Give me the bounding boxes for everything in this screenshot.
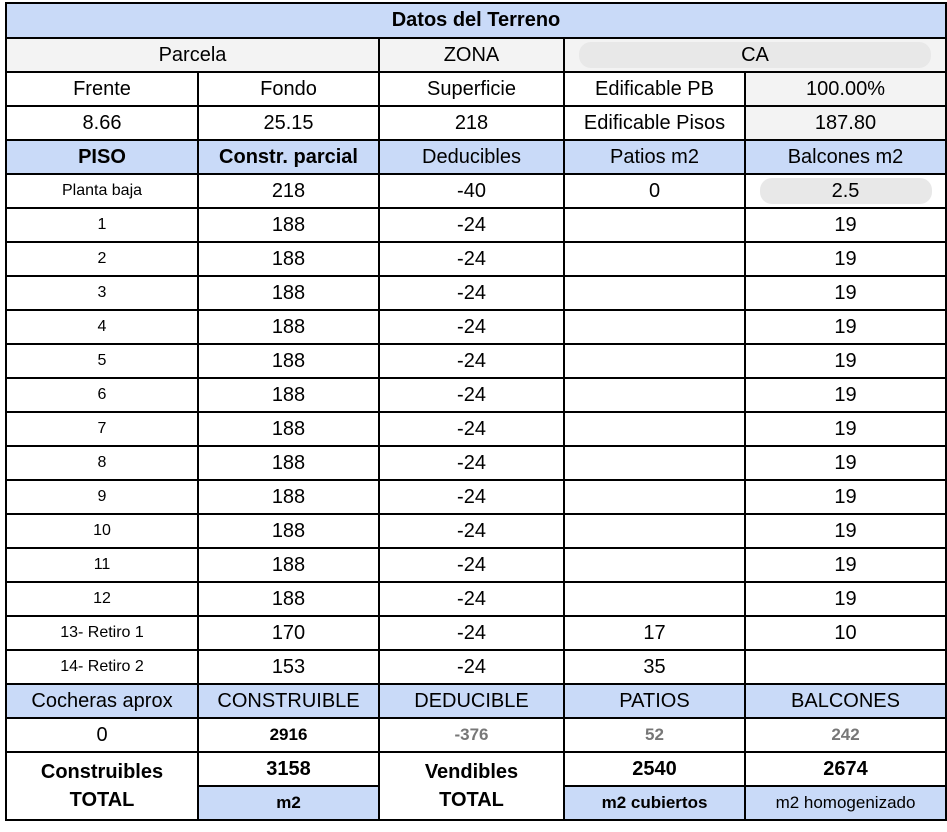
cubiertos-value: 2540 (632, 757, 677, 780)
column-header-label: Patios m2 (610, 145, 699, 168)
piso-label: 6 (97, 386, 107, 403)
constr-cell[interactable] (198, 650, 379, 684)
deduc-value: -24 (457, 383, 486, 406)
piso-label: 13- Retiro 1 (60, 624, 144, 641)
balcones-cell[interactable] (745, 174, 946, 208)
frente-label-cell[interactable] (6, 72, 198, 106)
table-row (6, 276, 946, 310)
constr-cell[interactable] (198, 276, 379, 310)
balcones-cell[interactable] (745, 412, 946, 446)
piso-cell[interactable] (6, 276, 198, 310)
totals-header-label: Cocheras aprox (31, 689, 173, 712)
deduc-cell[interactable] (379, 378, 564, 412)
column-header-label: Deducibles (422, 145, 521, 168)
piso-cell[interactable] (6, 650, 198, 684)
patios-cell[interactable] (564, 242, 745, 276)
edificable-pb-value-cell[interactable] (745, 72, 946, 106)
balcones-value: 19 (834, 587, 857, 610)
constr-value: 188 (271, 519, 306, 542)
constr-cell[interactable] (198, 446, 379, 480)
column-header-constr[interactable] (198, 140, 379, 174)
patios-cell[interactable] (564, 480, 745, 514)
constr-cell[interactable] (198, 208, 379, 242)
piso-cell[interactable] (6, 582, 198, 616)
edificable-pb-label-cell[interactable] (564, 72, 745, 106)
balcones-value: 19 (834, 281, 857, 304)
fondo-label-cell[interactable] (198, 72, 379, 106)
constr-cell[interactable] (198, 480, 379, 514)
table-row (6, 548, 946, 582)
construible-total-cell[interactable] (198, 718, 379, 752)
constr-cell[interactable] (198, 582, 379, 616)
edificable-pisos-label: Edificable Pisos (583, 111, 726, 134)
deduc-cell[interactable] (379, 310, 564, 344)
construibles-unit-cell[interactable] (198, 786, 379, 820)
homogenizado-unit: m2 homogenizado (775, 793, 916, 812)
constr-value: 188 (271, 247, 306, 270)
patios-cell[interactable] (564, 378, 745, 412)
piso-label: 12 (93, 590, 111, 607)
page-title: Datos del Terreno (391, 9, 561, 31)
balcones-cell[interactable] (745, 242, 946, 276)
balcones-cell[interactable] (745, 310, 946, 344)
totals-header-cocheras[interactable] (6, 684, 198, 718)
edificable-pisos-label-cell[interactable] (564, 106, 745, 140)
vendibles-total-label: TOTAL (439, 789, 504, 811)
balcones-cell[interactable] (745, 514, 946, 548)
piso-label: 9 (97, 488, 107, 505)
piso-cell[interactable] (6, 174, 198, 208)
homogenizado-value: 2674 (823, 757, 868, 780)
homogenizado-value-cell[interactable] (745, 752, 946, 786)
piso-label: 8 (97, 454, 107, 471)
deduc-value: -24 (457, 655, 486, 678)
table-row (6, 412, 946, 446)
deducible-total-cell[interactable] (379, 718, 564, 752)
patios-cell[interactable] (564, 514, 745, 548)
balcones-value: 10 (834, 621, 857, 644)
cubiertos-unit-cell[interactable] (564, 786, 745, 820)
constr-value: 188 (271, 417, 306, 440)
constr-value: 188 (271, 383, 306, 406)
balcones-value: 19 (834, 451, 857, 474)
patios-cell[interactable] (564, 276, 745, 310)
table-row (6, 378, 946, 412)
patios-total-cell[interactable] (564, 718, 745, 752)
piso-label: 3 (97, 284, 107, 301)
constr-value: 218 (271, 179, 306, 202)
homogenizado-unit-cell[interactable] (745, 786, 946, 820)
zona-value-cell[interactable] (564, 38, 946, 72)
table-row (6, 650, 946, 684)
balcones-value: 19 (834, 553, 857, 576)
column-header-label: PISO (78, 145, 126, 168)
deduc-value: -24 (457, 621, 486, 644)
deduc-value: -24 (457, 485, 486, 508)
construibles-total-label-cell[interactable] (6, 752, 198, 820)
piso-cell[interactable] (6, 344, 198, 378)
patios-cell[interactable] (564, 582, 745, 616)
table-row (6, 480, 946, 514)
constr-value: 188 (271, 451, 306, 474)
constr-cell[interactable] (198, 548, 379, 582)
patios-value: 0 (648, 179, 661, 202)
deduc-value: -40 (457, 179, 486, 202)
table-row (6, 242, 946, 276)
balcones-total-cell[interactable] (745, 718, 946, 752)
piso-cell[interactable] (6, 548, 198, 582)
table-row (6, 514, 946, 548)
piso-cell[interactable] (6, 242, 198, 276)
edificable-pisos-value-cell[interactable] (745, 106, 946, 140)
edificable-pb-label: Edificable PB (595, 77, 714, 100)
patios-cell[interactable] (564, 650, 745, 684)
deduc-value: -24 (457, 247, 486, 270)
patios-value: 17 (643, 621, 666, 644)
balcones-value: 19 (834, 315, 857, 338)
balcones-cell[interactable] (745, 548, 946, 582)
constr-value: 188 (271, 485, 306, 508)
constr-cell[interactable] (198, 242, 379, 276)
balcones-value: 19 (834, 519, 857, 542)
piso-cell[interactable] (6, 446, 198, 480)
constr-value: 188 (271, 553, 306, 576)
balcones-total: 242 (831, 725, 860, 744)
balcones-cell[interactable] (745, 650, 946, 684)
piso-cell[interactable] (6, 310, 198, 344)
deduc-cell[interactable] (379, 650, 564, 684)
deduc-value: -24 (457, 553, 486, 576)
column-header-label: Constr. parcial (219, 145, 358, 168)
deduc-cell[interactable] (379, 582, 564, 616)
vendibles-total-label-cell[interactable] (379, 752, 564, 820)
construibles-total-label: TOTAL (69, 789, 135, 811)
piso-label: 1 (97, 216, 107, 233)
title-cell[interactable] (6, 3, 946, 38)
table-row (6, 446, 946, 480)
constr-value: 188 (271, 587, 306, 610)
balcones-value: 19 (834, 417, 857, 440)
patios-cell[interactable] (564, 446, 745, 480)
patios-cell[interactable] (564, 310, 745, 344)
totals-header-deducible[interactable] (379, 684, 564, 718)
superficie-label-cell[interactable] (379, 72, 564, 106)
deduc-cell[interactable] (379, 480, 564, 514)
column-header-deducibles[interactable] (379, 140, 564, 174)
superficie-label: Superficie (427, 77, 516, 100)
deduc-cell[interactable] (379, 616, 564, 650)
spreadsheet (5, 2, 945, 821)
parcela-label-cell[interactable] (6, 38, 379, 72)
table-row (6, 208, 946, 242)
deduc-cell[interactable] (379, 242, 564, 276)
patios-value: 35 (643, 655, 666, 678)
constr-value: 170 (271, 621, 306, 644)
construibles-value-cell[interactable] (198, 752, 379, 786)
balcones-cell[interactable] (745, 276, 946, 310)
deduc-value: -24 (457, 519, 486, 542)
balcones-value: 2.5 (760, 178, 932, 204)
deduc-cell[interactable] (379, 344, 564, 378)
constr-cell[interactable] (198, 310, 379, 344)
patios-cell[interactable] (564, 412, 745, 446)
frente-label: Frente (73, 77, 131, 100)
deduc-value: -24 (457, 417, 486, 440)
constr-cell[interactable] (198, 514, 379, 548)
cubiertos-value-cell[interactable] (564, 752, 745, 786)
cocheras-value: 0 (96, 723, 108, 746)
balcones-value: 19 (834, 349, 857, 372)
deduc-value: -24 (457, 587, 486, 610)
patios-cell[interactable] (564, 548, 745, 582)
frente-value-cell[interactable] (6, 106, 198, 140)
cocheras-value-cell[interactable] (6, 718, 198, 752)
piso-label: 14- Retiro 2 (60, 658, 144, 675)
deducible-total: -376 (454, 725, 489, 744)
parcela-label: Parcela (158, 43, 227, 66)
superficie-value-cell[interactable] (379, 106, 564, 140)
balcones-value: 19 (834, 383, 857, 406)
deduc-value: -24 (457, 213, 486, 236)
constr-cell[interactable] (198, 344, 379, 378)
construibles-label: Construibles (40, 761, 164, 783)
balcones-cell[interactable] (745, 616, 946, 650)
edificable-pisos-value: 187.80 (814, 111, 877, 134)
edificable-pb-value: 100.00% (806, 77, 885, 100)
constr-value: 188 (271, 315, 306, 338)
balcones-cell[interactable] (745, 480, 946, 514)
construibles-unit: m2 (276, 793, 301, 812)
piso-label: 7 (97, 420, 107, 437)
table-row (6, 582, 946, 616)
constr-cell[interactable] (198, 378, 379, 412)
construible-total: 2916 (269, 725, 308, 744)
patios-cell[interactable] (564, 174, 745, 208)
cubiertos-unit: m2 cubiertos (601, 793, 708, 812)
zona-value: CA (579, 42, 931, 68)
deduc-cell[interactable] (379, 446, 564, 480)
constr-value: 188 (271, 281, 306, 304)
constr-cell[interactable] (198, 412, 379, 446)
column-header-label: Balcones m2 (787, 145, 904, 168)
totals-header-label: DEDUCIBLE (414, 689, 529, 712)
deduc-cell[interactable] (379, 208, 564, 242)
constr-cell[interactable] (198, 174, 379, 208)
deduc-cell[interactable] (379, 174, 564, 208)
deduc-cell[interactable] (379, 514, 564, 548)
deduc-value: -24 (457, 281, 486, 304)
deduc-cell[interactable] (379, 548, 564, 582)
piso-cell[interactable] (6, 378, 198, 412)
totals-header-patios[interactable] (564, 684, 745, 718)
fondo-value: 25.15 (263, 111, 314, 134)
piso-label: 2 (97, 250, 107, 267)
fondo-value-cell[interactable] (198, 106, 379, 140)
deduc-value: -24 (457, 451, 486, 474)
piso-label: Planta baja (61, 182, 143, 199)
piso-label: 11 (93, 556, 111, 573)
patios-total: 52 (645, 725, 664, 744)
piso-cell[interactable] (6, 480, 198, 514)
piso-cell[interactable] (6, 208, 198, 242)
balcones-value: 19 (834, 213, 857, 236)
patios-cell[interactable] (564, 208, 745, 242)
balcones-cell[interactable] (745, 446, 946, 480)
datos-table (5, 2, 947, 821)
patios-cell[interactable] (564, 344, 745, 378)
totals-header-label: BALCONES (791, 689, 900, 712)
construibles-value: 3158 (266, 757, 311, 780)
deduc-cell[interactable] (379, 412, 564, 446)
totals-header-label: CONSTRUIBLE (217, 689, 360, 712)
fondo-label: Fondo (260, 77, 317, 100)
constr-value: 188 (271, 213, 306, 236)
zona-label: ZONA (443, 43, 500, 66)
totals-header-construible[interactable] (198, 684, 379, 718)
piso-label: 10 (93, 522, 111, 539)
balcones-value: 19 (834, 247, 857, 270)
table-row (6, 344, 946, 378)
superficie-value: 218 (454, 111, 489, 134)
zona-label-cell[interactable] (379, 38, 564, 72)
constr-value: 153 (271, 655, 306, 678)
balcones-cell[interactable] (745, 378, 946, 412)
totals-header-balcones[interactable] (745, 684, 946, 718)
table-row (6, 310, 946, 344)
constr-cell[interactable] (198, 616, 379, 650)
column-header-balcones[interactable] (745, 140, 946, 174)
balcones-value: 19 (834, 485, 857, 508)
constr-value: 188 (271, 349, 306, 372)
column-header-patios[interactable] (564, 140, 745, 174)
balcones-cell[interactable] (745, 208, 946, 242)
frente-value: 8.66 (82, 111, 122, 134)
deduc-cell[interactable] (379, 276, 564, 310)
vendibles-label: Vendibles (424, 761, 519, 783)
column-header-piso[interactable] (6, 140, 198, 174)
piso-label: 5 (97, 352, 107, 369)
piso-label: 4 (97, 318, 107, 335)
table-row (6, 174, 946, 208)
piso-cell[interactable] (6, 514, 198, 548)
piso-cell[interactable] (6, 412, 198, 446)
totals-header-label: PATIOS (619, 689, 690, 712)
deduc-value: -24 (457, 315, 486, 338)
balcones-cell[interactable] (745, 582, 946, 616)
deduc-value: -24 (457, 349, 486, 372)
table-row (6, 616, 946, 650)
patios-cell[interactable] (564, 616, 745, 650)
piso-cell[interactable] (6, 616, 198, 650)
balcones-cell[interactable] (745, 344, 946, 378)
